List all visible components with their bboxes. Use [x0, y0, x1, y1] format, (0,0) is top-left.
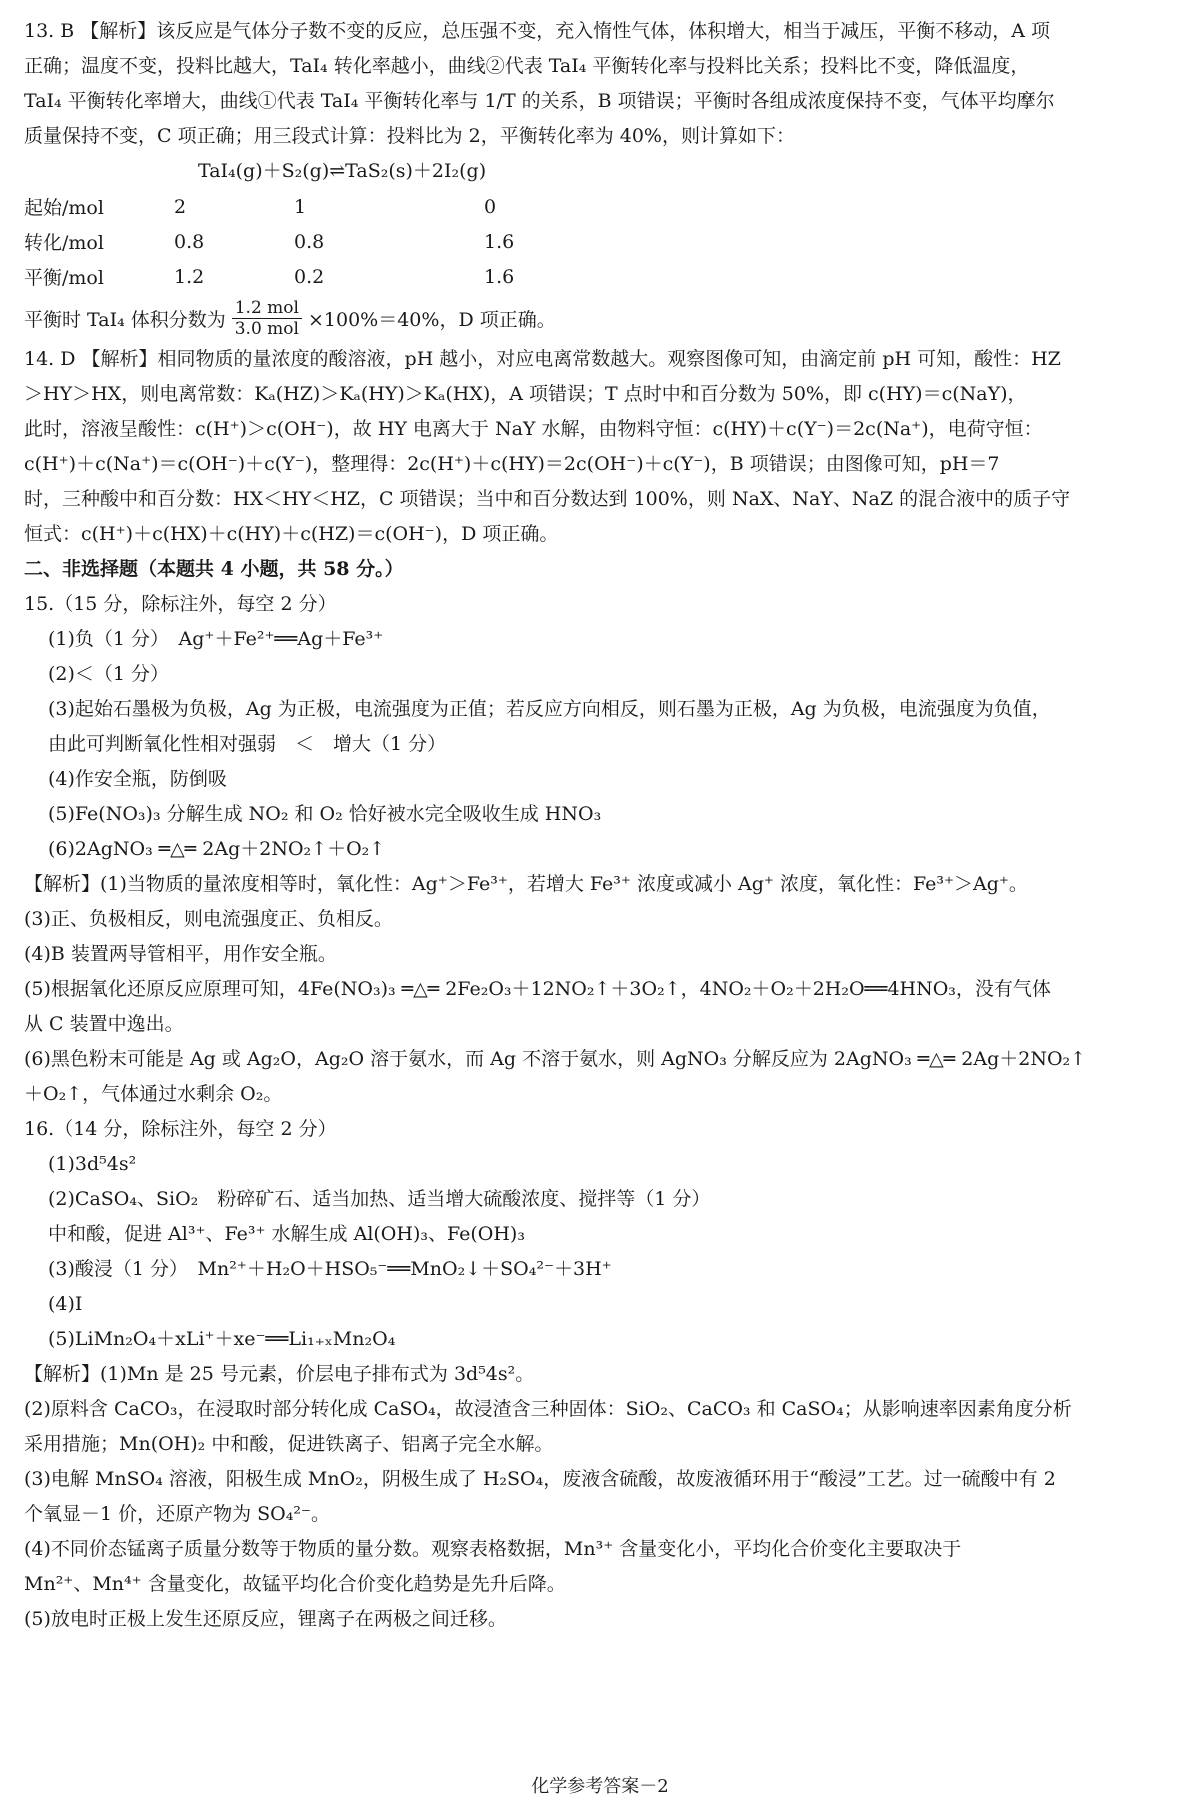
row-label: 平衡/mol — [24, 267, 104, 289]
q13-final-line — [24, 294, 1180, 342]
row-label: 转化/mol — [24, 232, 104, 254]
cell-i2: 1.6 — [484, 265, 515, 288]
q16-answer: (2)CaSO₄、SiO₂ 粉碎矿石、适当加热、适当增大硫酸浓度、搅拌等（1 分） — [48, 1188, 711, 1210]
row-label: 起始/mol — [24, 197, 104, 219]
q14-line: c(H⁺)＋c(Na⁺)＝c(OH⁻)＋c(Y⁻)，整理得：2c(H⁺)＋c(HY)＝2c(OH⁻)＋c(Y⁻)，B 项错误；由图像可知，pH＝7 — [24, 453, 1000, 475]
q15-analysis: (4)B 装置两导管相平，用作安全瓶。 — [24, 943, 337, 965]
q15-answer: (6)2AgNO₃ ═△═ 2Ag＋2NO₂↑＋O₂↑ — [48, 838, 386, 860]
final-prefix: 平衡时 TaI₄ 体积分数为 — [24, 308, 226, 331]
q16-analysis: Mn²⁺、Mn⁴⁺ 含量变化，故锰平均化合价变化趋势是先升后降。 — [24, 1573, 566, 1595]
q15-header: 15.（15 分，除标注外，每空 2 分） — [24, 593, 337, 615]
cell-i2: 1.6 — [484, 230, 515, 253]
q13-line: 质量保持不变，C 项正确；用三段式计算：投料比为 2，平衡转化率为 40%，则计算如下： — [24, 125, 795, 147]
cell-tai4: 1.2 — [174, 265, 205, 288]
q15-analysis: 从 C 装置中逸出。 — [24, 1013, 184, 1035]
q15-analysis: (6)黑色粉末可能是 Ag 或 Ag₂O，Ag₂O 溶于氨水，而 Ag 不溶于氨水，则 AgNO₃ 分解反应为 2AgNO₃ ═△═ 2Ag＋2NO₂↑ — [24, 1048, 1087, 1070]
q16-analysis: (2)原料含 CaCO₃，在浸取时部分转化成 CaSO₄，故浸渣含三种固体：SiO₂、CaCO₃ 和 CaSO₄；从影响速率因素角度分析 — [24, 1398, 1072, 1420]
q16-block — [24, 1112, 1180, 1637]
fraction-numerator: 1.2 mol — [232, 298, 302, 319]
q14-line: 时，三种酸中和百分数：HX＜HY＜HZ，C 项错误；当中和百分数达到 100%，则 NaX、NaY、NaZ 的混合液中的质子守 — [24, 488, 1071, 510]
final-suffix: ×100%＝40%，D 项正确。 — [307, 308, 556, 331]
q15-analysis: (5)根据氧化还原反应原理可知，4Fe(NO₃)₃ ═△═ 2Fe₂O₃＋12NO₂↑＋3O₂↑，4NO₂＋O₂＋2H₂O══4HNO₃，没有气体 — [24, 978, 1051, 1000]
answer-page — [24, 14, 1180, 1637]
q15-answer: (2)＜（1 分） — [48, 663, 170, 685]
q16-answer: (1)3d⁵4s² — [48, 1153, 137, 1175]
q15-answer: (1)负（1 分） Ag⁺＋Fe²⁺══Ag＋Fe³⁺ — [48, 628, 384, 650]
q13-line: 13. B 【解析】该反应是气体分子数不变的反应，总压强不变，充入惰性气体，体积增大，相当于减压，平衡不移动，A 项 — [24, 20, 1051, 42]
q13-three-stage-table — [24, 189, 604, 294]
q13-line: 正确；温度不变，投料比越大，TaI₄ 转化率越小，曲线②代表 TaI₄ 平衡转化率与投料比关系；投料比不变，降低温度， — [24, 55, 1030, 77]
q15-answer: (4)作安全瓶，防倒吸 — [48, 768, 227, 790]
q16-analysis: (5)放电时正极上发生还原反应，锂离子在两极之间迁移。 — [24, 1608, 507, 1630]
q13-equation: TaI₄(g)＋S₂(g)⇌TaS₂(s)＋2I₂(g) — [198, 160, 487, 182]
q15-answer: (3)起始石墨极为负极，Ag 为正极，电流强度为正值；若反应方向相反，则石墨为正极，Ag 为负极，电流强度为负值， — [48, 698, 1051, 720]
q14-line: 恒式：c(H⁺)＋c(HX)＋c(HY)＋c(HZ)＝c(OH⁻)，D 项正确。 — [24, 523, 559, 545]
q16-answer: (3)酸浸（1 分） Mn²⁺＋H₂O＋HSO₅⁻══MnO₂↓＋SO₄²⁻＋3H⁺ — [48, 1258, 612, 1280]
q16-analysis: 采用措施；Mn(OH)₂ 中和酸，促进铁离子、铝离子完全水解。 — [24, 1433, 554, 1455]
section-heading: 二、非选择题（本题共 4 小题，共 58 分。） — [24, 558, 404, 580]
cell-s2: 0.8 — [294, 230, 325, 253]
fraction-denominator: 3.0 mol — [234, 318, 299, 339]
page-footer: 化学参考答案－2 — [531, 1776, 669, 1797]
cell-i2: 0 — [484, 195, 497, 218]
q16-analysis: 个氧显－1 价，还原产物为 SO₄²⁻。 — [24, 1503, 331, 1525]
q14-line: 此时，溶液呈酸性：c(H⁺)＞c(OH⁻)，故 HY 电离大于 NaY 水解，由物料守恒：c(HY)＋c(Y⁻)＝2c(Na⁺)，电荷守恒： — [24, 418, 1043, 440]
q14-line: 14. D 【解析】相同物质的量浓度的酸溶液，pH 越小，对应电离常数越大。观察图像可知，由滴定前 pH 可知，酸性：HZ — [24, 348, 1061, 370]
cell-s2: 1 — [294, 195, 307, 218]
q16-answer: 中和酸，促进 Al³⁺、Fe³⁺ 水解生成 Al(OH)₃、Fe(OH)₃ — [48, 1223, 525, 1245]
q13-block — [24, 14, 1180, 342]
q16-analysis: 【解析】(1)Mn 是 25 号元素，价层电子排布式为 3d⁵4s²。 — [24, 1363, 535, 1385]
q15-analysis: ＋O₂↑，气体通过水剩余 O₂。 — [24, 1083, 283, 1105]
q16-header: 16.（14 分，除标注外，每空 2 分） — [24, 1118, 337, 1140]
q16-answer: (4)Ⅰ — [48, 1293, 83, 1315]
q15-answer: 由此可判断氧化性相对强弱 ＜ 增大（1 分） — [48, 733, 447, 755]
volume-fraction — [232, 298, 302, 339]
q14-block — [24, 342, 1180, 552]
q15-analysis: 【解析】(1)当物质的量浓度相等时，氧化性：Ag⁺＞Fe³⁺，若增大 Fe³⁺ 浓度或减小 Ag⁺ 浓度，氧化性：Fe³⁺＞Ag⁺。 — [24, 873, 1028, 895]
q14-line: ＞HY＞HX，则电离常数：Kₐ(HZ)＞Kₐ(HY)＞Kₐ(HX)，A 项错误；T 点时中和百分数为 50%，即 c(HY)＝c(NaY)， — [24, 383, 1027, 405]
q15-block — [24, 587, 1180, 1112]
q13-line: TaI₄ 平衡转化率增大，曲线①代表 TaI₄ 平衡转化率与 1/T 的关系，B 项错误；平衡时各组成浓度保持不变，气体平均摩尔 — [24, 90, 1055, 112]
cell-tai4: 2 — [174, 195, 187, 218]
q15-analysis: (3)正、负极相反，则电流强度正、负相反。 — [24, 908, 393, 930]
q15-answer: (5)Fe(NO₃)₃ 分解生成 NO₂ 和 O₂ 恰好被水完全吸收生成 HNO₃ — [48, 803, 602, 825]
cell-s2: 0.2 — [294, 265, 325, 288]
cell-tai4: 0.8 — [174, 230, 205, 253]
q16-analysis: (3)电解 MnSO₄ 溶液，阳极生成 MnO₂，阴极生成了 H₂SO₄，废液含硫酸，故废液循环用于“酸浸”工艺。过一硫酸中有 2 — [24, 1468, 1056, 1490]
table-row — [24, 224, 604, 259]
table-row — [24, 259, 604, 294]
table-row — [24, 189, 604, 224]
q16-analysis: (4)不同价态锰离子质量分数等于物质的量分数。观察表格数据，Mn³⁺ 含量变化小，平均化合价变化主要取决于 — [24, 1538, 962, 1560]
q16-answer: (5)LiMn₂O₄＋xLi⁺＋xe⁻══Li₁₊ₓMn₂O₄ — [48, 1328, 396, 1350]
